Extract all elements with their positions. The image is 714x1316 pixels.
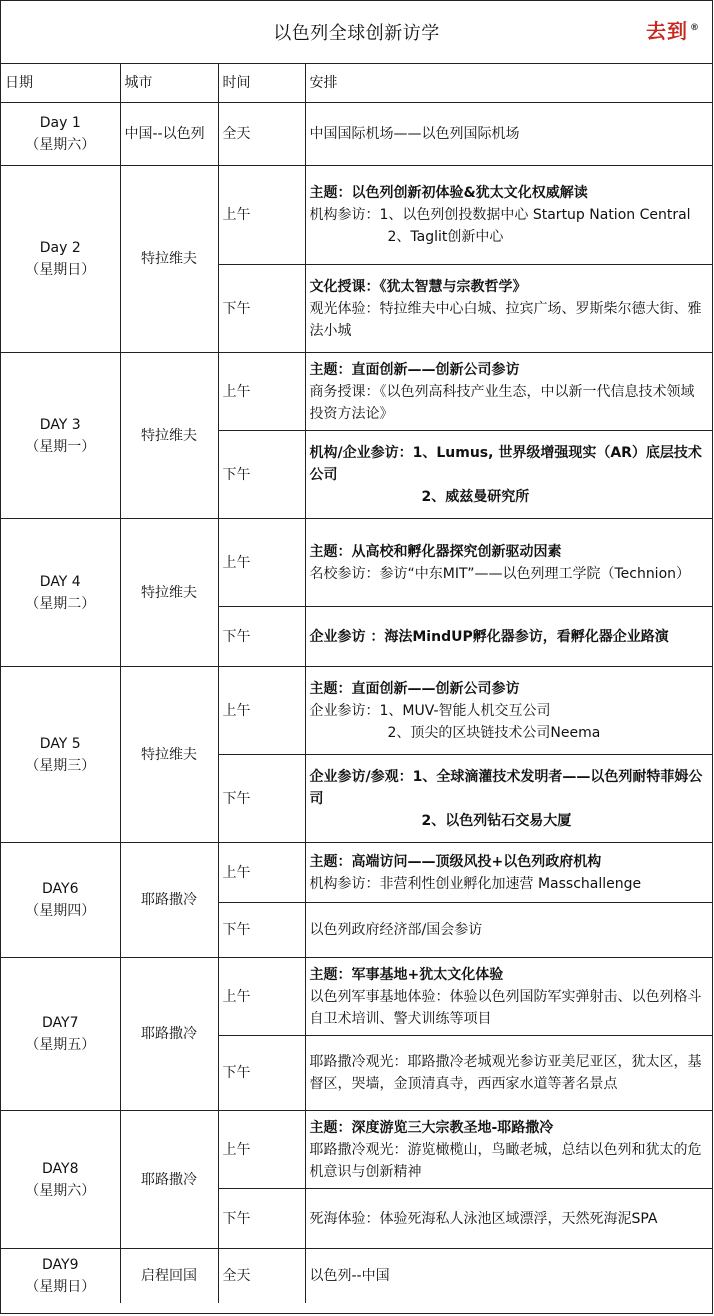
table-header-row (1, 64, 712, 103)
activity-line: 主题：直面创新——创新公司参访 (309, 680, 520, 697)
day-label: DAY6 (42, 881, 79, 897)
weekday-label: （星期四） (25, 903, 96, 919)
header-city: 城市 (120, 64, 218, 103)
city-cell: 特拉维夫 (120, 667, 218, 843)
activity-line: 主题：高端访问——顶级风投+以色列政府机构 (309, 853, 602, 870)
activity-line: 主题：从高校和孵化器探究创新驱动因素 (309, 543, 562, 560)
header-time: 时间 (218, 64, 305, 103)
document-title: 以色列全球创新访学 (273, 23, 440, 44)
time-cell: 下午 (218, 903, 305, 958)
table-row (1, 103, 712, 166)
activity-cell (305, 1111, 712, 1189)
day-label: DAY 4 (39, 573, 81, 590)
activity-line: 企业参访 ：海法MindUP孵化器参访，看孵化器企业路演 (309, 628, 669, 645)
activity-line: 主题：以色列创新初体验&犹太文化权威解读 (309, 185, 588, 201)
header-date: 日期 (1, 64, 120, 103)
time-cell: 下午 (218, 755, 305, 843)
day-label: Day 1 (39, 115, 81, 131)
day-cell (1, 1111, 120, 1249)
time-cell: 下午 (218, 431, 305, 519)
itinerary-table (1, 64, 712, 1303)
activity-cell (305, 607, 712, 667)
activity-cell (305, 519, 712, 607)
activity-cell (305, 903, 712, 958)
document-header (1, 1, 712, 64)
activity-line: 主题：深度游览三大宗教圣地-耶路撒冷 (309, 1119, 554, 1136)
activity-line: 商务授课：《以色列高科技产业生态，中以新一代信息技术领域投资方法论》 (309, 383, 695, 422)
activity-line: 中国国际机场——以色列国际机场 (309, 126, 520, 142)
brand-logo (646, 15, 700, 44)
day-label: DAY 3 (39, 416, 81, 433)
city-cell: 特拉维夫 (120, 519, 218, 667)
time-cell: 下午 (218, 1036, 305, 1111)
activity-line: 企业参访/参观：1、全球滴灌技术发明者——以色列耐特菲姆公司 (309, 768, 703, 807)
table-row (1, 166, 712, 265)
activity-line: 以色列政府经济部/国会参访 (309, 922, 483, 938)
table-row (1, 667, 712, 755)
city-cell: 耶路撒冷 (120, 843, 218, 958)
weekday-label: （星期日） (25, 1278, 96, 1295)
time-cell: 下午 (218, 1189, 305, 1249)
activity-line: 主题：军事基地+犹太文化体验 (309, 966, 504, 983)
time-cell: 上午 (218, 958, 305, 1036)
activity-cell (305, 1036, 712, 1111)
day-cell (1, 103, 120, 166)
time-cell: 下午 (218, 607, 305, 667)
activity-cell (305, 353, 712, 431)
day-cell (1, 353, 120, 519)
registered-mark: ® (690, 23, 700, 34)
activity-cell (305, 166, 712, 265)
city-cell: 耶路撒冷 (120, 958, 218, 1111)
activity-cell (305, 755, 712, 843)
day-cell (1, 958, 120, 1111)
activity-cell (305, 958, 712, 1036)
activity-line: 企业参访：1、MUV-智能人机交互公司 (309, 702, 551, 719)
activity-line: 以色列--中国 (309, 1267, 390, 1284)
day-cell (1, 519, 120, 667)
activity-line: 2、威兹曼研究所 (421, 488, 530, 505)
weekday-label: （星期五） (25, 1037, 96, 1053)
time-cell: 全天 (218, 103, 305, 166)
day-cell (1, 166, 120, 353)
day-label: Day 2 (39, 240, 81, 256)
activity-line: 主题：直面创新——创新公司参访 (309, 361, 520, 378)
activity-cell (305, 265, 712, 353)
activity-line: 名校参访：参访“中东MIT”——以色列理工学院（Technion） (309, 565, 691, 582)
activity-line: 2、Taglit创新中心 (387, 229, 504, 245)
time-cell: 下午 (218, 265, 305, 353)
table-row (1, 958, 712, 1036)
time-cell: 上午 (218, 519, 305, 607)
table-row (1, 353, 712, 431)
table-row (1, 1111, 712, 1189)
activity-cell (305, 431, 712, 519)
weekday-label: （星期六） (25, 137, 96, 153)
activity-line: 以色列军事基地体验：体验以色列国防军实弹射击、以色列格斗自卫术培训、警犬训练等项目 (309, 988, 702, 1027)
brand-logo-text: 去到 (646, 19, 688, 43)
city-cell: 启程回国 (120, 1249, 218, 1303)
city-cell: 特拉维夫 (120, 353, 218, 519)
time-cell: 上午 (218, 843, 305, 903)
weekday-label: （星期二） (25, 595, 96, 612)
weekday-label: （星期三） (25, 757, 96, 774)
weekday-label: （星期六） (25, 1182, 96, 1199)
day-cell (1, 667, 120, 843)
activity-line: 机构/企业参访：1、Lumus, 世界级增强现实（AR）底层技术公司 (309, 444, 702, 483)
activity-cell (305, 1189, 712, 1249)
weekday-label: （星期日） (25, 262, 96, 278)
activity-cell (305, 843, 712, 903)
activity-line: 文化授课：《犹太智慧与宗教哲学》 (309, 278, 527, 295)
activity-line: 2、顶尖的区块链技术公司Neema (387, 724, 601, 741)
activity-line: 观光体验：特拉维夫中心白城、拉宾广场、罗斯柴尔德大街、雅法小城 (309, 300, 702, 339)
header-plan: 安排 (305, 64, 712, 103)
day-label: DAY8 (42, 1160, 79, 1177)
weekday-label: （星期一） (25, 438, 96, 455)
activity-cell (305, 103, 712, 166)
city-cell: 特拉维夫 (120, 166, 218, 353)
time-cell: 上午 (218, 1111, 305, 1189)
activity-cell (305, 1249, 712, 1303)
day-cell (1, 843, 120, 958)
table-row (1, 843, 712, 903)
day-label: DAY7 (42, 1015, 79, 1031)
time-cell: 上午 (218, 166, 305, 265)
day-label: DAY 5 (39, 735, 81, 752)
activity-line: 死海体验：体验死海私人泳池区域漂浮，天然死海泥SPA (309, 1210, 658, 1227)
activity-line: 2、以色列钻石交易大厦 (421, 812, 572, 829)
activity-line: 机构参访：1、以色列创投数据中心 Startup Nation Central (309, 207, 691, 223)
city-cell: 耶路撒冷 (120, 1111, 218, 1249)
city-cell: 中国--以色列 (120, 103, 218, 166)
time-cell: 上午 (218, 667, 305, 755)
time-cell: 全天 (218, 1249, 305, 1303)
activity-cell (305, 667, 712, 755)
activity-line: 耶路撒冷观光：游览橄榄山，鸟瞰老城，总结以色列和犹太的危机意识与创新精神 (309, 1141, 702, 1180)
activity-line: 机构参访：非营利性创业孵化加速营 Masschallenge (309, 875, 642, 892)
table-row (1, 519, 712, 607)
day-cell (1, 1249, 120, 1303)
table-row (1, 1249, 712, 1303)
day-label: DAY9 (42, 1256, 79, 1273)
activity-line: 耶路撒冷观光：耶路撒冷老城观光参访亚美尼亚区，犹太区，基督区，哭墙，金顶清真寺，西西家水道等著名景点 (309, 1054, 702, 1092)
time-cell: 上午 (218, 353, 305, 431)
